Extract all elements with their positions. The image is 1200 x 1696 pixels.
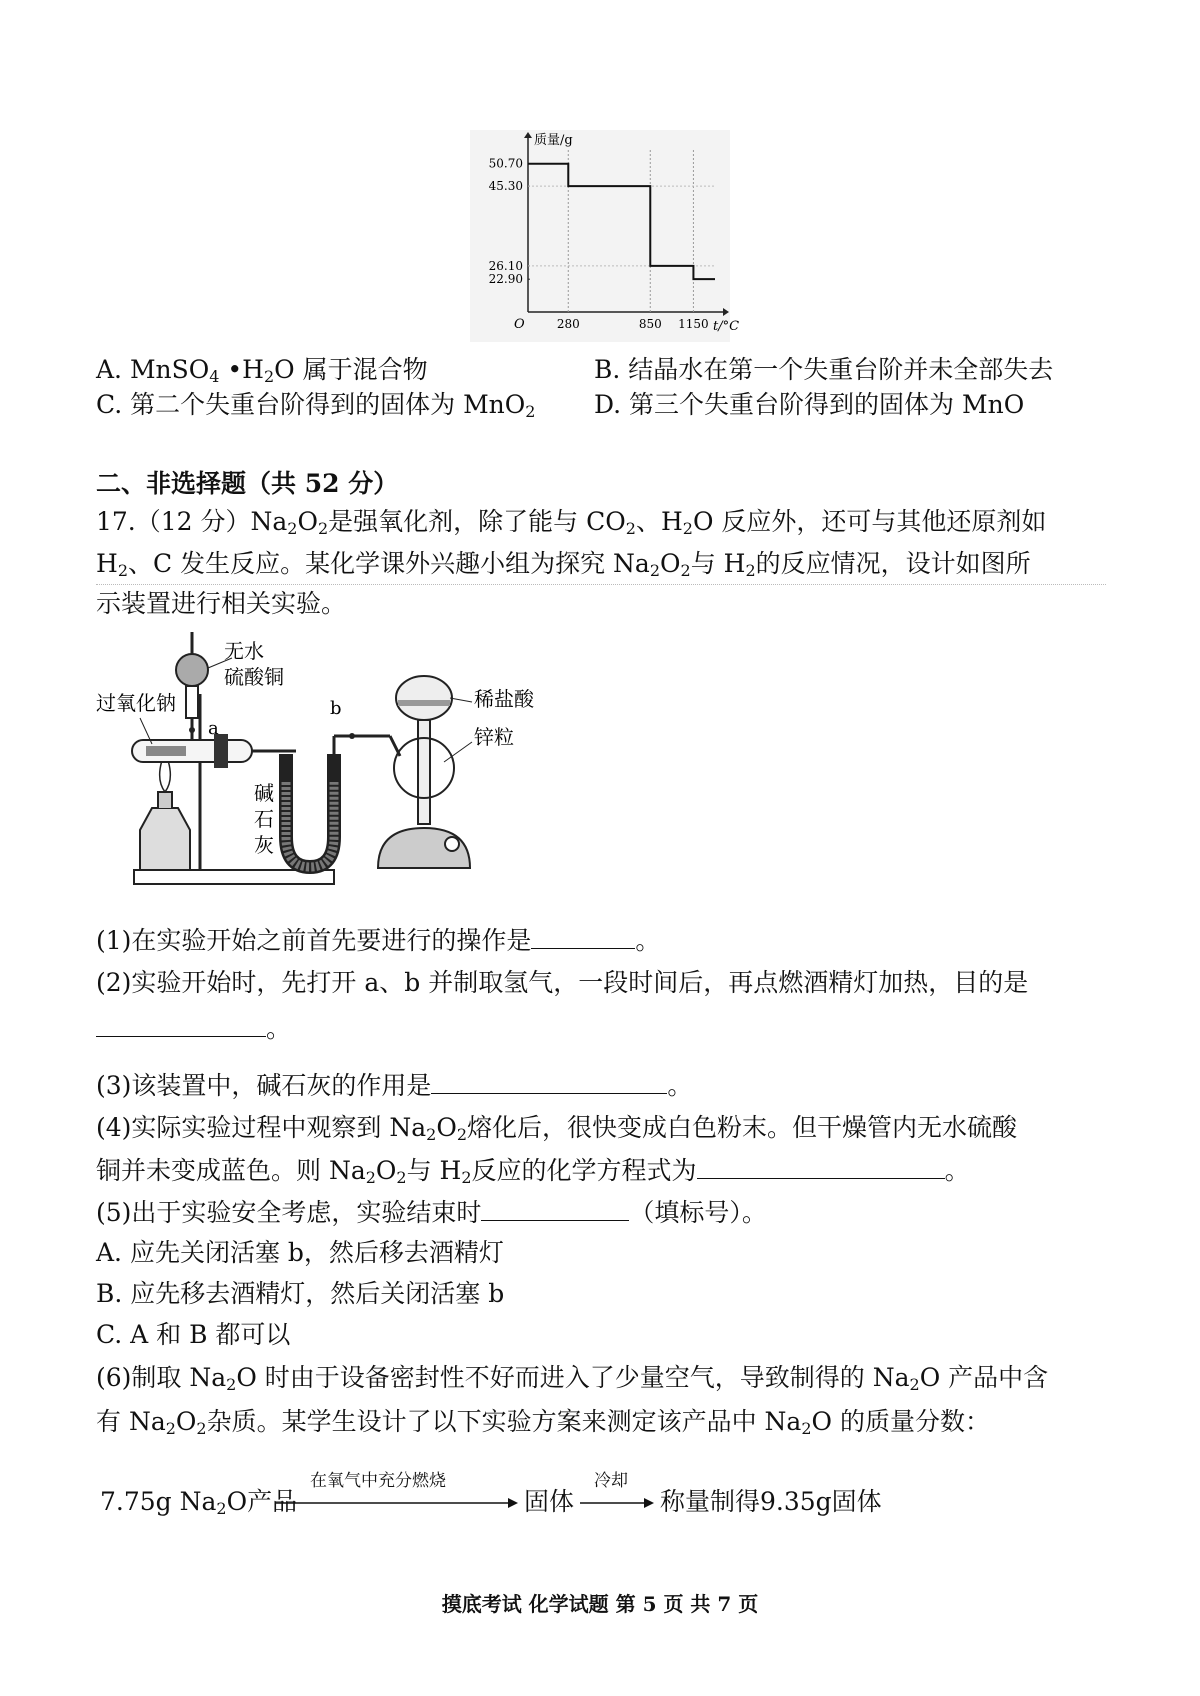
y-axis-label: 质量/g — [534, 133, 573, 148]
label-soda-lime-2: 石 — [254, 807, 274, 831]
kipp-top-bulb — [396, 676, 452, 720]
flow-arrow1-label: 在氧气中充分燃烧 — [310, 1471, 446, 1491]
answer-blank-3[interactable] — [431, 1067, 667, 1094]
origin-label: O — [514, 317, 525, 332]
drying-tube-stem — [186, 686, 198, 718]
x-axis-label: t/°C — [713, 319, 740, 334]
x-tick-label: 850 — [638, 317, 662, 331]
label-soda-lime-1: 碱 — [254, 781, 274, 805]
q17-part6-line1: (6)制取 $Na_2O$ 时由于设备密封性不好而进入了少量空气，导致制得的 $Na_2O$ 产品中含 — [96, 1363, 1049, 1394]
q16-option-c: C. 第二个失重台阶得到的固体为 MnO$_2$ — [96, 390, 536, 421]
flow-arrow2-label: 冷却 — [594, 1471, 628, 1491]
q16-option-a: A. MnSO$_4$ $•H_2O$ 属于混合物 — [96, 355, 428, 386]
flow-start: 7.75g $Na_2O$产品 — [100, 1487, 298, 1518]
q17-part4-line1: (4)实际实验过程中观察到 $Na_2O_2$熔化后，很快变成白色粉末。但干燥管内无水硫酸 — [96, 1113, 1018, 1144]
sodium-peroxide-sample — [146, 746, 186, 756]
q17-intro-line3: 示装置进行相关实验。 — [96, 589, 347, 618]
q17-part4-line2: 铜并未变成蓝色。则 $Na_2O_2$与 $H_2$反应的化学方程式为 。 — [96, 1152, 970, 1189]
flow-arrow2 — [580, 1496, 654, 1510]
label-na2o2: 过氧化钠 — [96, 691, 176, 715]
q17-option-a: A. 应先关闭活塞 b，然后移去酒精灯 — [96, 1238, 504, 1267]
q16-option-b: B. 结晶水在第一个失重台阶并未全部失去 — [594, 355, 1054, 384]
q17-option-c: C. A 和 B 都可以 — [96, 1320, 291, 1349]
drying-tube-bulb — [176, 654, 208, 686]
q17-part6-line2: 有 $Na_2O_2$杂质。某学生设计了以下实验方案来测定该产品中 $Na_2O$ 的质量分数： — [96, 1407, 990, 1438]
q16-option-d: D. 第三个失重台阶得到的固体为 MnO — [594, 390, 1025, 419]
x-tick-label: 280 — [556, 317, 580, 331]
answer-blank-5[interactable] — [481, 1194, 629, 1221]
label-anhydrous-2: 硫酸铜 — [224, 665, 284, 689]
flow-end: 称量制得9.35g固体 — [660, 1487, 882, 1516]
y-tick-label: 22.90 — [488, 272, 523, 287]
apparatus-svg — [96, 632, 580, 902]
label-dilute-hcl: 稀盐酸 — [474, 687, 534, 711]
x-tick-label: 1150 — [678, 317, 709, 331]
alcohol-lamp — [140, 808, 190, 870]
q17-part2-answer: 。 — [96, 1010, 291, 1047]
label-valve-b: b — [330, 698, 342, 719]
label-zinc: 锌粒 — [474, 725, 514, 749]
answer-blank-2[interactable] — [96, 1010, 266, 1037]
mass-temperature-chart — [470, 130, 740, 342]
q17-part2: (2)实验开始时，先打开 a、b 并制取氢气，一段时间后，再点燃酒精灯加热，目的是 — [96, 968, 1029, 997]
valve-a-icon[interactable] — [189, 727, 195, 733]
section-heading: 二、非选择题（共 52 分） — [96, 469, 399, 498]
q17-part5: (5)出于实验安全考虑，实验结束时 （填标号）。 — [96, 1194, 767, 1231]
q17-option-b: B. 应先移去酒精灯，然后关闭活塞 b — [96, 1279, 505, 1308]
y-tick-label: 50.70 — [488, 156, 523, 171]
flow-mid: 固体 — [524, 1487, 575, 1516]
apparatus-diagram — [96, 632, 580, 902]
label-soda-lime-3: 灰 — [254, 833, 274, 857]
flow-arrow1 — [276, 1496, 518, 1510]
chart-svg — [470, 130, 740, 342]
label-anhydrous-1: 无水 — [224, 639, 264, 663]
q17-intro-line2: $H_2$、C 发生反应。某化学课外兴趣小组为探究 $Na_2O_2$与 $H_2$的反应情况，设计如图所 — [96, 549, 1031, 580]
y-tick-label: 26.10 — [488, 258, 523, 273]
q17-part1: (1)在实验开始之前首先要进行的操作是 。 — [96, 922, 660, 959]
q17-intro-line1: 17.（12 分）$Na_2O_2$是强氧化剂，除了能与 $CO_2$、$H_2O$ 反应外，还可与其他还原剂如 — [96, 507, 1047, 538]
u-tube — [286, 754, 334, 867]
answer-blank-1[interactable] — [531, 922, 635, 949]
answer-blank-4[interactable] — [697, 1152, 945, 1179]
page-footer: 摸底考试 化学试题 第 5 页 共 7 页 — [441, 1592, 759, 1616]
dotted-rule — [96, 584, 1106, 585]
q17-part3: (3)该装置中，碱石灰的作用是 。 — [96, 1067, 692, 1104]
tube-stopper — [214, 734, 228, 768]
kipp-stem — [418, 720, 430, 824]
valve-b-icon[interactable] — [349, 733, 355, 739]
y-tick-label: 45.30 — [488, 179, 523, 194]
label-valve-a: a — [208, 718, 219, 739]
